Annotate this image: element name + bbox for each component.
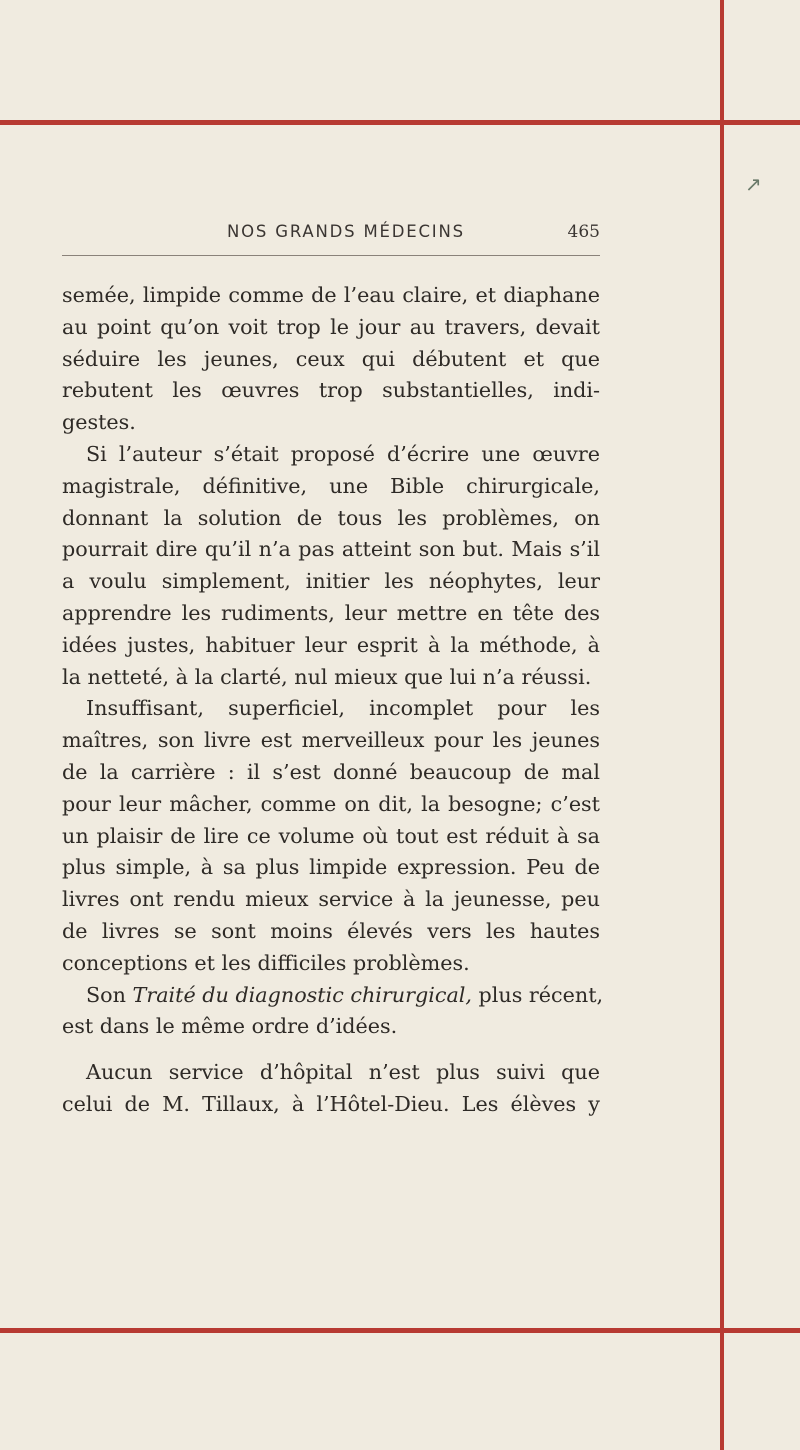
text-line: de la carrière : il s’est donné beaucoup de mal: [62, 759, 600, 784]
text-line: celui de M. Tillaux, à l’Hôtel-Dieu. Les élèves y: [62, 1091, 600, 1116]
text-line: apprendre les rudiments, leur mettre en tête des: [62, 600, 600, 625]
text-line: magistrale, définitive, une Bible chirurgicale,: [62, 473, 600, 498]
text-line: plus simple, à sa plus limpide expression. Peu de: [62, 855, 600, 880]
text-line: gestes.: [62, 410, 136, 435]
text-line: Si l’auteur s’était proposé d’écrire une œuvre: [86, 441, 600, 466]
treatise-prefix: Son: [86, 982, 133, 1007]
right-red-rule: [720, 0, 724, 1450]
text-line: Aucun service d’hôpital n’est plus suivi que: [86, 1060, 600, 1085]
pencil-mark-icon: ↗: [745, 172, 762, 196]
treatise-suffix: plus récent,: [471, 982, 604, 1007]
text-line: idées justes, habituer leur esprit à la méthode, à: [62, 632, 600, 657]
text-line: donnant la solution de tous les problèmes, on: [62, 505, 600, 530]
text-line: semée, limpide comme de l’eau claire, et diaphane: [62, 283, 600, 307]
header-rule: [62, 255, 600, 256]
treatise-line: [62, 980, 604, 1012]
text-line: conceptions et les difficiles problèmes.: [62, 950, 470, 975]
text-line: Insuffisant, superficiel, incomplet pour les: [86, 696, 600, 721]
text-line: de livres se sont moins élevés vers les hautes: [62, 918, 600, 943]
text-line: pourrait dire qu’il n’a pas atteint son but. Mais s’il: [62, 537, 600, 562]
text-line: la netteté, à la clarté, nul mieux que lui n’a réussi.: [62, 664, 592, 689]
page-header: [62, 222, 600, 252]
text-line: livres ont rendu mieux service à la jeunesse, peu: [62, 887, 600, 912]
text-line: un plaisir de lire ce volume où tout est réduit à sa: [62, 823, 600, 848]
page-number: 465: [567, 222, 600, 242]
text-line: maîtres, son livre est merveilleux pour les jeunes: [62, 728, 600, 753]
top-red-rule: [0, 120, 800, 125]
text-line: a voulu simplement, initier les néophytes, leur: [62, 569, 600, 594]
running-title: NOS GRANDS MÉDECINS: [227, 222, 465, 241]
bottom-red-rule: [0, 1328, 800, 1333]
text-line: est dans le même ordre d’idées.: [62, 1014, 398, 1039]
text-line: séduire les jeunes, ceux qui débutent et que: [62, 346, 600, 371]
text-line: pour leur mâcher, comme on dit, la besogne; c’est: [62, 791, 600, 816]
text-line: au point qu’on voit trop le jour au travers, devait: [62, 314, 600, 339]
body-text: [62, 280, 604, 1121]
treatise-title: Traité du diagnostic chirurgical,: [132, 982, 472, 1007]
text-line: rebutent les œuvres trop substantielles, indi-: [62, 378, 600, 403]
